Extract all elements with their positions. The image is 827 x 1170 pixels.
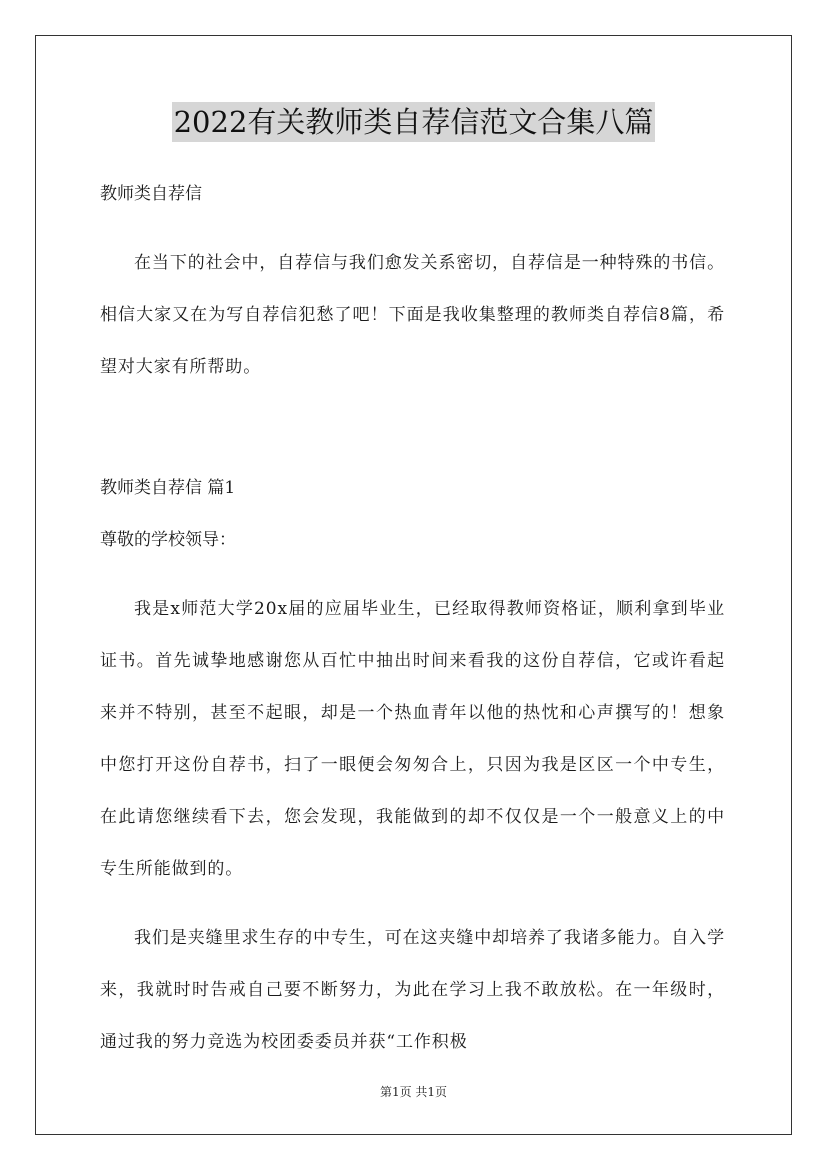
document-body <box>100 168 725 1085</box>
body-paragraph: 我们是夹缝里求生存的中专生，可在这夹缝中却培养了我诸多能力。自入学来，我就时时告戒自己要不断努力，为此在学习上我不敢放松。在一年级时，通过我的努力竞选为校团委委员并获“工作积极 <box>100 928 725 1052</box>
article-heading: 教师类自荐信 篇1 <box>100 478 236 498</box>
blank-line <box>100 410 725 462</box>
section-heading: 教师类自荐信 <box>100 184 202 204</box>
body-paragraph: 我是x师范大学20x届的应届毕业生，已经取得教师资格证，顺利拿到毕业证书。首先诚挚地感谢您从百忙中抽出时间来看我的这份自荐信，它或许看起来并不特别，甚至不起眼，却是一个热血青年以他的热忱和心声撰写的！想象中您打开这份自荐书，扫了一眼便会匆匆合上，只因为我是区区一个中专生，在此请您继续看下去，您会发现，我能做到的却不仅仅是一个一般意义上的中专生所能做到的。 <box>100 599 725 879</box>
document-title <box>0 102 827 142</box>
document-title-text: 2022有关教师类自荐信范文合集八篇 <box>172 102 656 142</box>
intro-paragraph: 在当下的社会中，自荐信与我们愈发关系密切，自荐信是一种特殊的书信。相信大家又在为写自荐信犯愁了吧！下面是我收集整理的教师类自荐信8篇，希望对大家有所帮助。 <box>100 253 725 377</box>
salutation: 尊敬的学校领导： <box>100 530 236 550</box>
page-footer: 第1页 共1页 <box>379 1085 448 1099</box>
